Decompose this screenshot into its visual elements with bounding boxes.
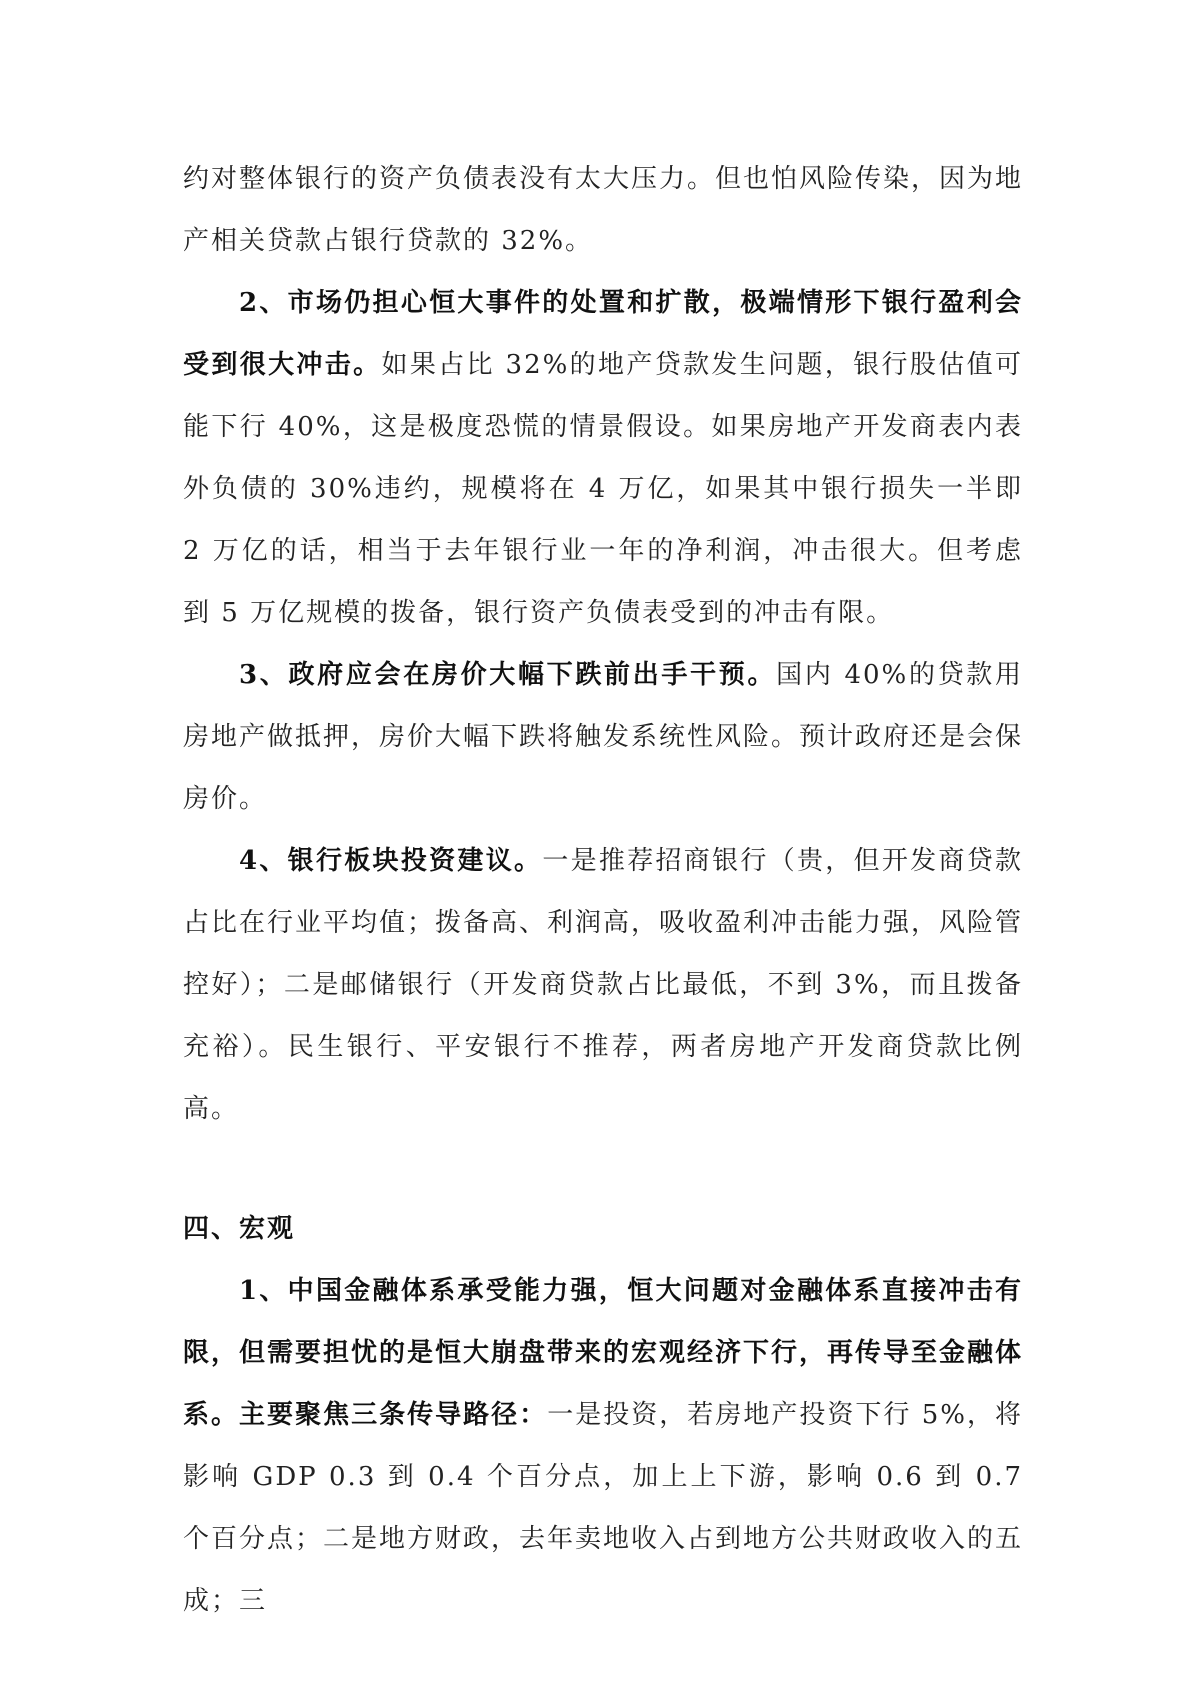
paragraph-bold-lead: 4、银行板块投资建议。 [239, 846, 543, 876]
paragraph-4 [183, 830, 1023, 1140]
paragraph-text: 一是推荐招商银行（贵，但开发商贷款占比在行业平均值；拨备高、利润高，吸收盈利冲击能力强，风险管控好）；二是邮储银行（开发商贷款占比最低，不到 3%，而且拨备充裕）。民生银行、平安银行不推荐，两者房地产开发商贷款比例高。 [183, 846, 1024, 1124]
paragraph-bold-lead: 1、中国金融体系承受能力强，恒大问题对金融体系直接冲击有限，但需要担忧的是恒大崩盘带来的宏观经济下行，再传导至金融体系。主要聚焦三条传导路径： [183, 1276, 1024, 1430]
paragraph-bold-lead: 3、政府应会在房价大幅下跌前出手干预。 [239, 660, 777, 690]
section-4-paragraph-1 [183, 1260, 1023, 1632]
document-page [183, 148, 1023, 1632]
paragraph-text: 国内 40%的贷款用房地产做抵押，房价大幅下跌将触发系统性风险。预计政府还是会保房价。 [183, 660, 1024, 814]
paragraph-text: 一是投资，若房地产投资下行 5%，将影响 GDP 0.3 到 0.4 个百分点，加上上下游，影响 0.6 到 0.7 个百分点；二是地方财政，去年卖地收入占到地方公共财政收入的五成；三 [183, 1400, 1024, 1616]
paragraph-continuation [183, 148, 1023, 272]
paragraph-text: 约对整体银行的资产负债表没有太大压力。但也怕风险传染，因为地产相关贷款占银行贷款的 32%。 [183, 164, 1024, 256]
paragraph-text: 如果占比 32%的地产贷款发生问题，银行股估值可能下行 40%，这是极度恐慌的情景假设。如果房地产开发商表内表外负债的 30%违约，规模将在 4 万亿，如果其中银行损失一半即 2 万亿的话，相当于去年银行业一年的净利润，冲击很大。但考虑到 5 万亿规模的拨备，银行资产负债表受到的冲击有限。 [183, 350, 1023, 628]
paragraph-2 [183, 272, 1023, 644]
paragraph-3 [183, 644, 1023, 830]
paragraph-bold-lead: 2、市场仍担心恒大事件的处置和扩散，极端情形下银行盈利会受到很大冲击。 [183, 288, 1023, 380]
section-heading-macro: 四、宏观 [183, 1214, 296, 1244]
